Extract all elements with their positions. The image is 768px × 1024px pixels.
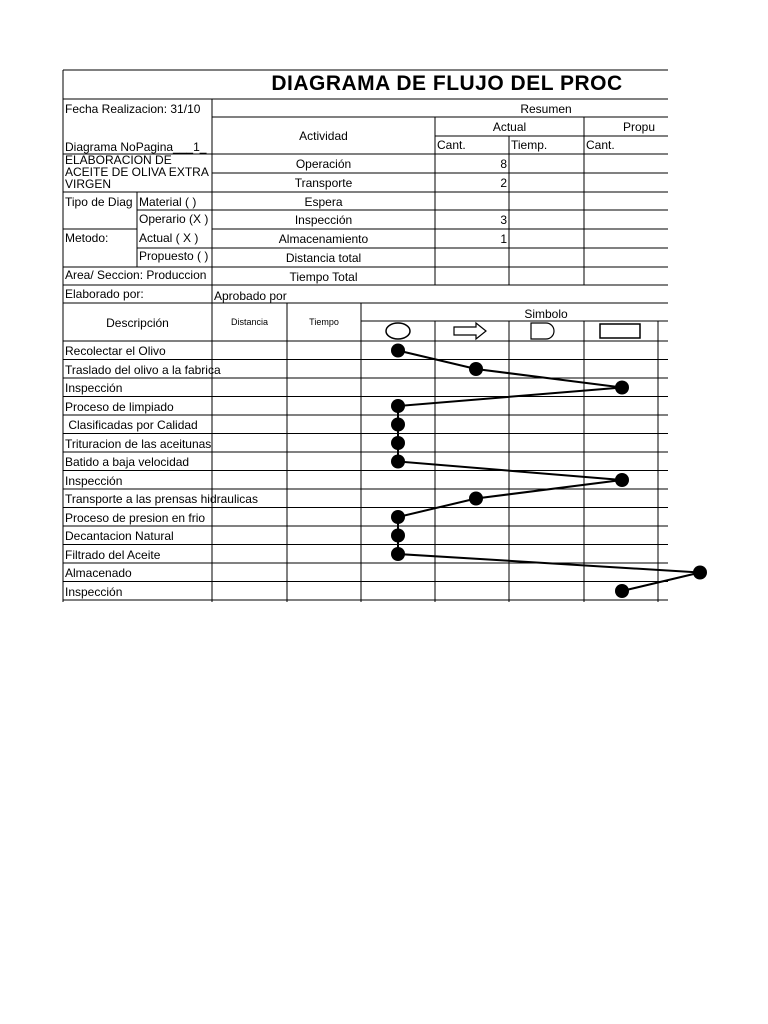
descripcion-header: Descripción	[106, 316, 169, 330]
step-marker-dot	[391, 529, 405, 543]
step-marker-dot	[693, 566, 707, 580]
product-name: ELABORACION DE ACEITE DE OLIVA EXTRA VIRGEN	[65, 153, 209, 191]
resumen-row-cant: 8	[500, 157, 507, 171]
step-description: Decantacion Natural	[65, 529, 174, 543]
step-marker-dot	[615, 381, 629, 395]
step-description: Recolectar el Olivo	[65, 344, 166, 358]
tiemp-header: Tiemp.	[511, 138, 548, 152]
resumen-row-cant: 2	[500, 176, 507, 190]
tipo-diagrama-label: Tipo de Diag	[65, 195, 133, 209]
metodo-label: Metodo:	[65, 231, 109, 245]
step-description: Trituracion de las aceitunas	[65, 436, 212, 451]
step-marker-dot	[391, 436, 405, 450]
step-marker-dot	[469, 492, 483, 506]
resumen-row-label: Transporte	[294, 176, 353, 190]
step-marker-dot	[391, 455, 405, 469]
step-description: Proceso de presion en frio	[65, 510, 206, 525]
propuesto-header: Propu	[622, 120, 656, 134]
step-description: Clasificadas por Calidad	[65, 418, 198, 432]
step-marker-dot	[391, 547, 405, 561]
step-description: Inspección	[65, 381, 123, 395]
tiempo-header: Tiempo	[309, 317, 339, 327]
actual-option: Actual ( X )	[139, 231, 199, 245]
step-marker-dot	[615, 584, 629, 598]
circle-icon	[386, 323, 410, 339]
step-marker-dot	[391, 344, 405, 358]
page-title: DIAGRAMA DE FLUJO DEL PROC	[271, 72, 623, 95]
resumen-row-cant: 1	[500, 232, 507, 246]
aprobado-label: Aprobado por	[214, 289, 287, 303]
step-marker-dot	[469, 362, 483, 376]
resumen-row-label: Inspección	[294, 213, 353, 227]
delay-d-icon	[531, 323, 554, 339]
resumen-row-label: Operación	[295, 157, 352, 171]
actual-header: Actual	[492, 120, 527, 134]
step-description: Traslado del olivo a la fabrica	[65, 362, 221, 377]
step-marker-dot	[391, 418, 405, 432]
distancia-header: Distancia	[230, 317, 268, 327]
propuesto-option: Propuesto ( )	[139, 249, 209, 263]
step-description: Inspección	[65, 473, 123, 488]
resumen-row-label: Tiempo Total	[289, 270, 358, 284]
fecha-label: Fecha Realizacion: 31/10	[65, 102, 201, 116]
simbolo-header: Simbolo	[524, 307, 568, 321]
operario-option: Operario (X )	[139, 212, 209, 226]
step-description: Batido a baja velocidad	[65, 455, 190, 469]
rectangle-icon	[600, 324, 640, 338]
diagrama-label: Diagrama NoPagina___1_	[65, 140, 207, 154]
resumen-row-label: Distancia total	[285, 251, 362, 265]
step-description: Proceso de limpiado	[65, 399, 174, 414]
material-option: Material ( )	[139, 195, 197, 209]
step-marker-dot	[391, 399, 405, 413]
area-label: Area/ Seccion: Produccion	[65, 268, 207, 282]
resumen-row-cant: 3	[500, 213, 507, 227]
step-description: Almacenado	[65, 566, 132, 580]
resumen-row-label: Almacenamiento	[278, 232, 369, 246]
elaborado-label: Elaborado por:	[65, 287, 144, 301]
resumen-row-label: Espera	[304, 195, 343, 209]
step-description: Inspección	[65, 584, 123, 599]
step-description: Filtrado del Aceite	[65, 547, 161, 562]
cant-propuesto-header: Cant.	[586, 138, 615, 152]
resumen-header: Resumen	[520, 102, 572, 116]
step-marker-dot	[391, 510, 405, 524]
step-description: Transporte a las prensas hidraulicas	[65, 492, 258, 506]
actividad-header: Actividad	[299, 129, 348, 143]
step-marker-dot	[615, 473, 629, 487]
arrow-icon	[454, 323, 486, 339]
cant-header: Cant.	[437, 138, 466, 152]
